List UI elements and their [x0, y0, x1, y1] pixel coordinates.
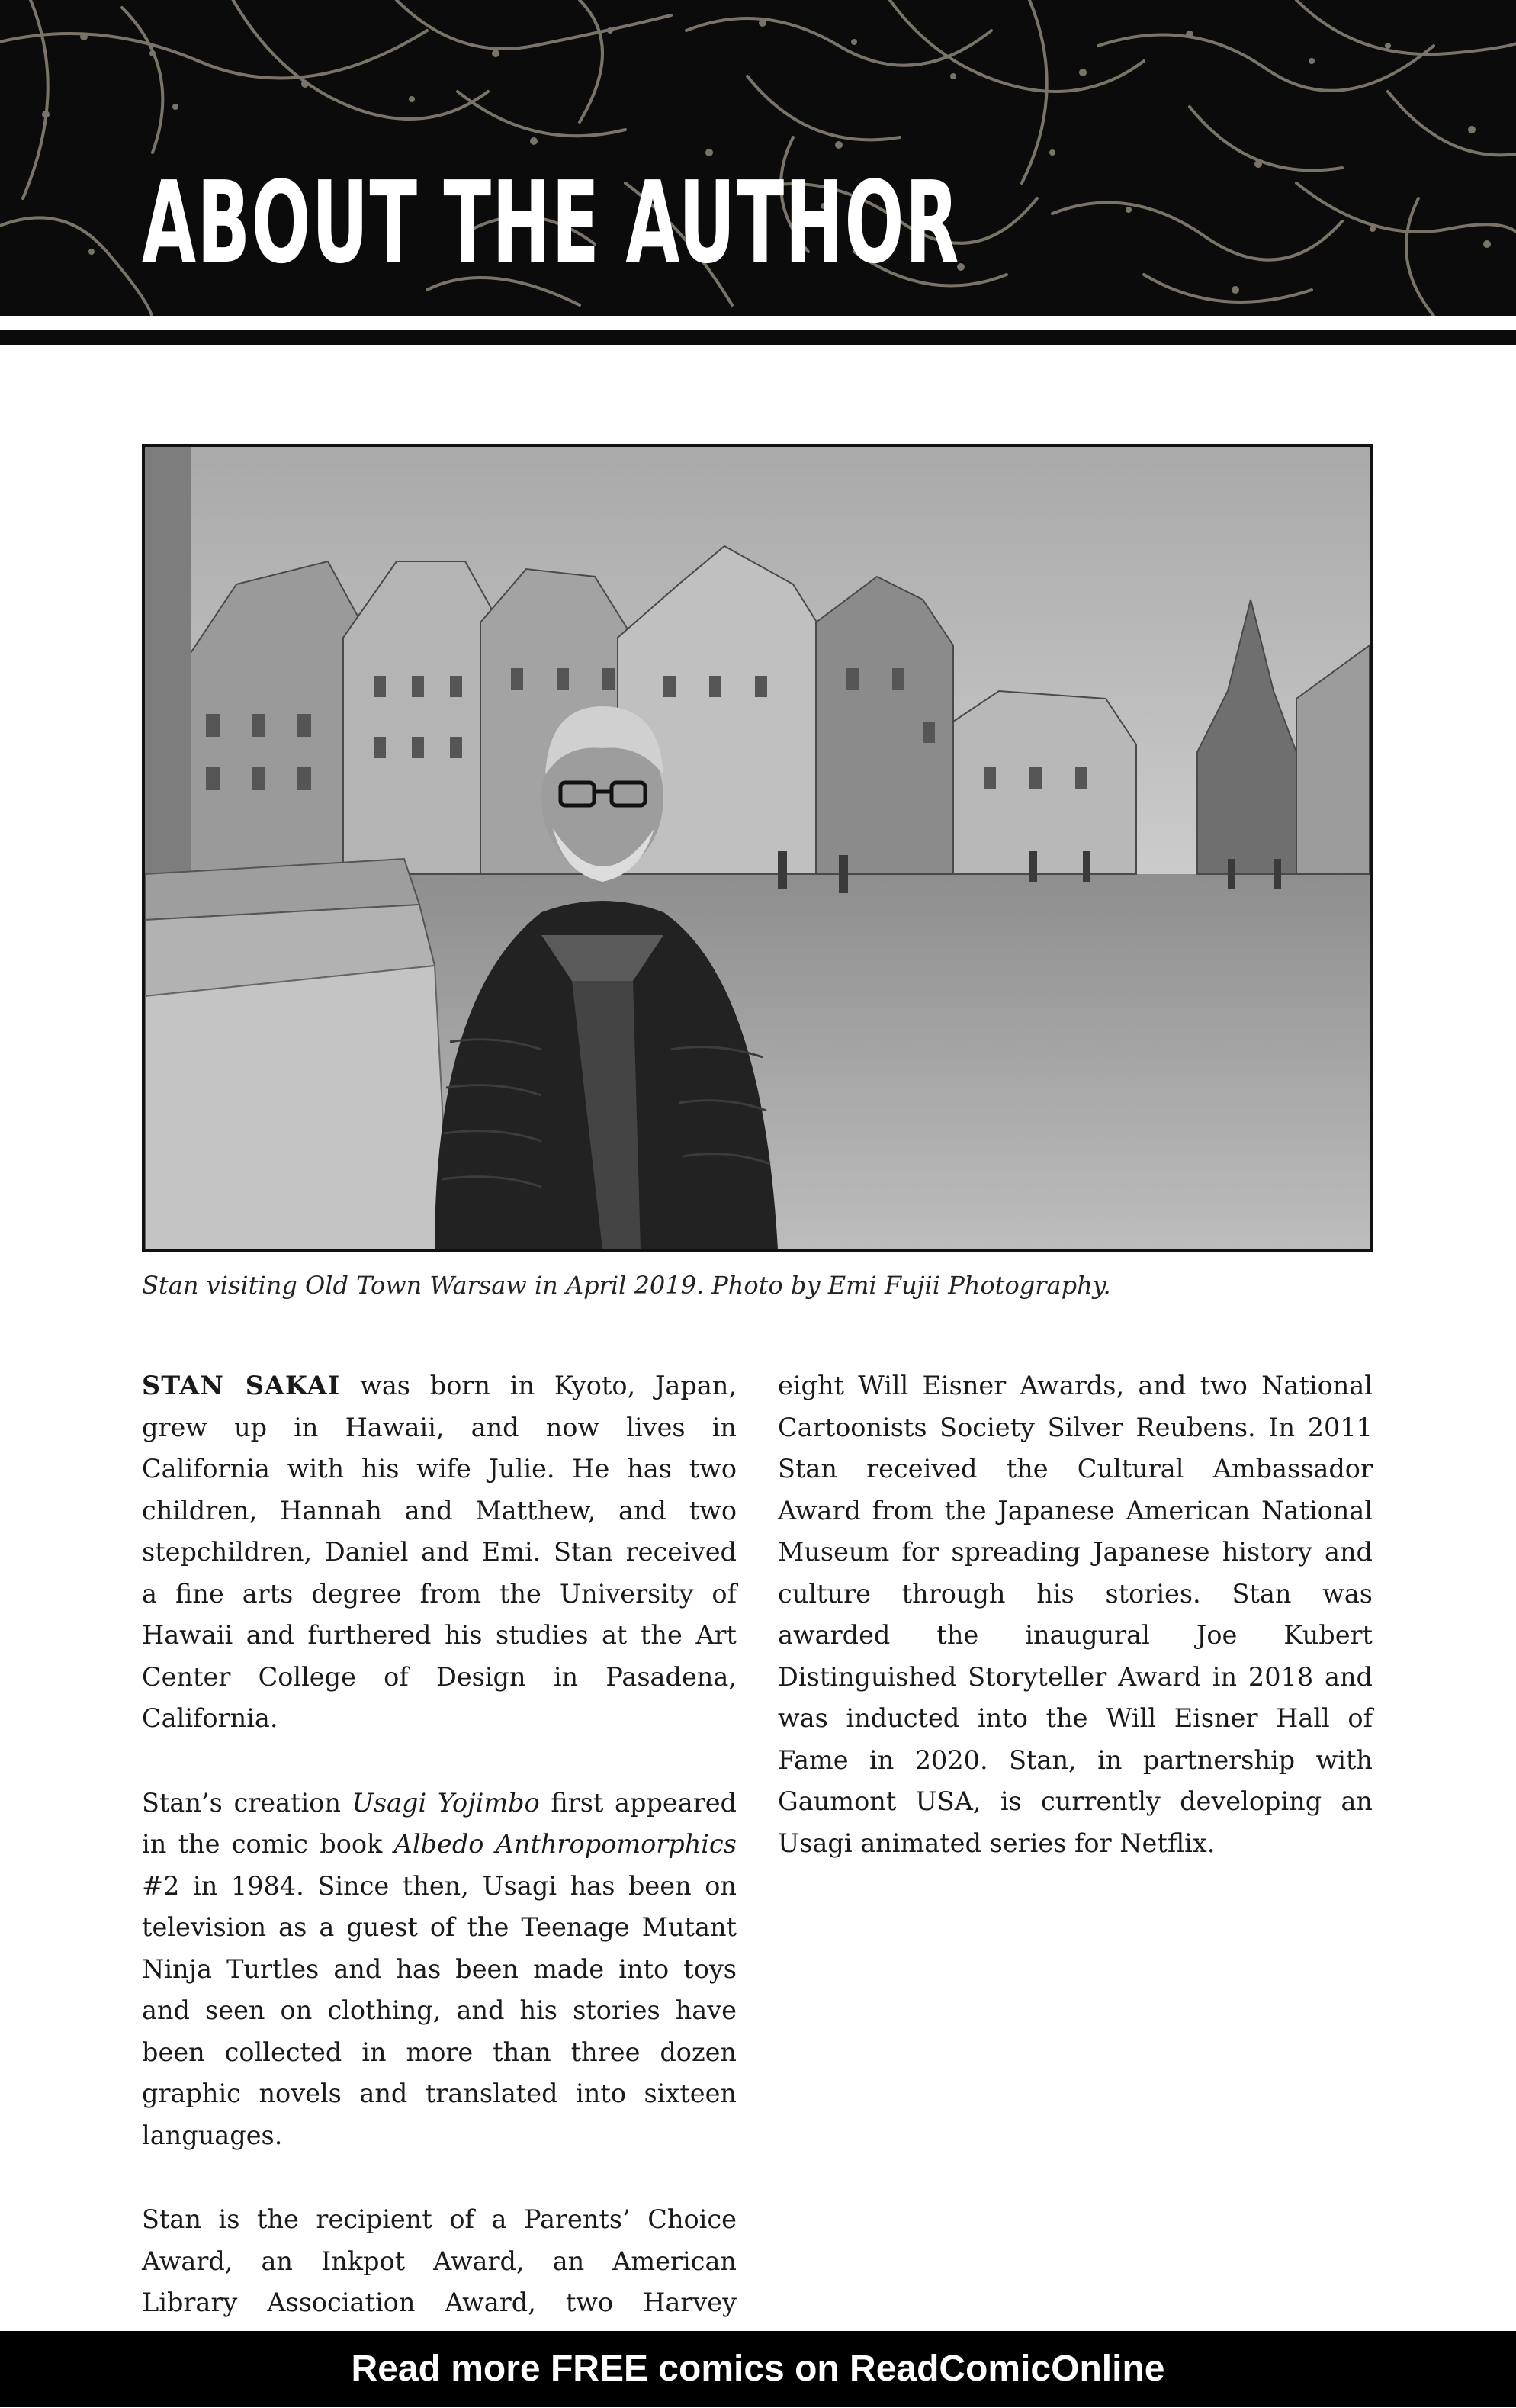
author-photo — [142, 444, 1373, 1252]
page-title: ABOUT THE AUTHOR — [142, 157, 960, 288]
bio-paragraph-2-text-b: first appeared in the comic book — [142, 1787, 737, 1859]
author-photo-illustration — [145, 447, 1370, 1249]
bio-paragraph-3-continued: eight Will Eisner Awards, and two National Cartoonists Society Silver Reubens. In 2011 Stan received the Cultural Ambassador Award from the Japanese American National Museum for spreading Japanese history and culture through his stories. Stan was awarded the inaugural Joe Kubert Distinguished Storyteller Award in 2018 and was inducted into the Will Eisner Hall of Fame in 2020. Stan, in partnership with Gaumont USA, is currently developing an Usagi animated series for Netflix. — [778, 1371, 1373, 1858]
author-name: STAN SAKAI — [142, 1371, 341, 1400]
footer-banner[interactable]: Read more FREE comics on ReadComicOnline — [0, 2331, 1516, 2407]
comic-title-usagi-yojimbo: Usagi Yojimbo — [352, 1787, 540, 1818]
header-divider — [0, 330, 1516, 345]
comic-title-albedo: Albedo Anthropomorphics — [393, 1829, 737, 1859]
bio-paragraph-2-text-a: Stan’s creation — [142, 1787, 352, 1818]
bio-paragraph-2 — [142, 1783, 737, 2157]
bio-paragraph-3: Stan is the recipient of a Parents’ Choice Award, an Inkpot Award, an American Library Association Award, two Harvey — [142, 2204, 737, 2317]
bio-paragraph-1-text: was born in Kyoto, Japan, grew up in Hawaii, and now lives in California with his wife Julie. He has two children, Hannah and Matthew, and two stepchildren, Daniel and Emi. Stan received a fine arts degree from the University of Hawaii and furthered his studies at the Art Center College of Design in Pasadena, California. — [142, 1371, 737, 1733]
bio-column-right — [778, 1365, 1373, 1907]
bio-paragraph-1 — [142, 1365, 737, 1740]
bio-paragraph-2-text-c: #2 in 1984. Since then, Usagi has been on television as a guest of the Teenage Mutant Ninja Turtles and has been made into toys and seen on clothing, and his stories have been collected in more than three dozen graphic novels and translated into sixteen languages. — [142, 1870, 737, 2150]
photo-caption: Stan visiting Old Town Warsaw in April 2019. Photo by Emi Fujii Photography. — [142, 1271, 1111, 1300]
bio-column-left — [142, 1365, 737, 2408]
header-banner — [0, 0, 1516, 316]
